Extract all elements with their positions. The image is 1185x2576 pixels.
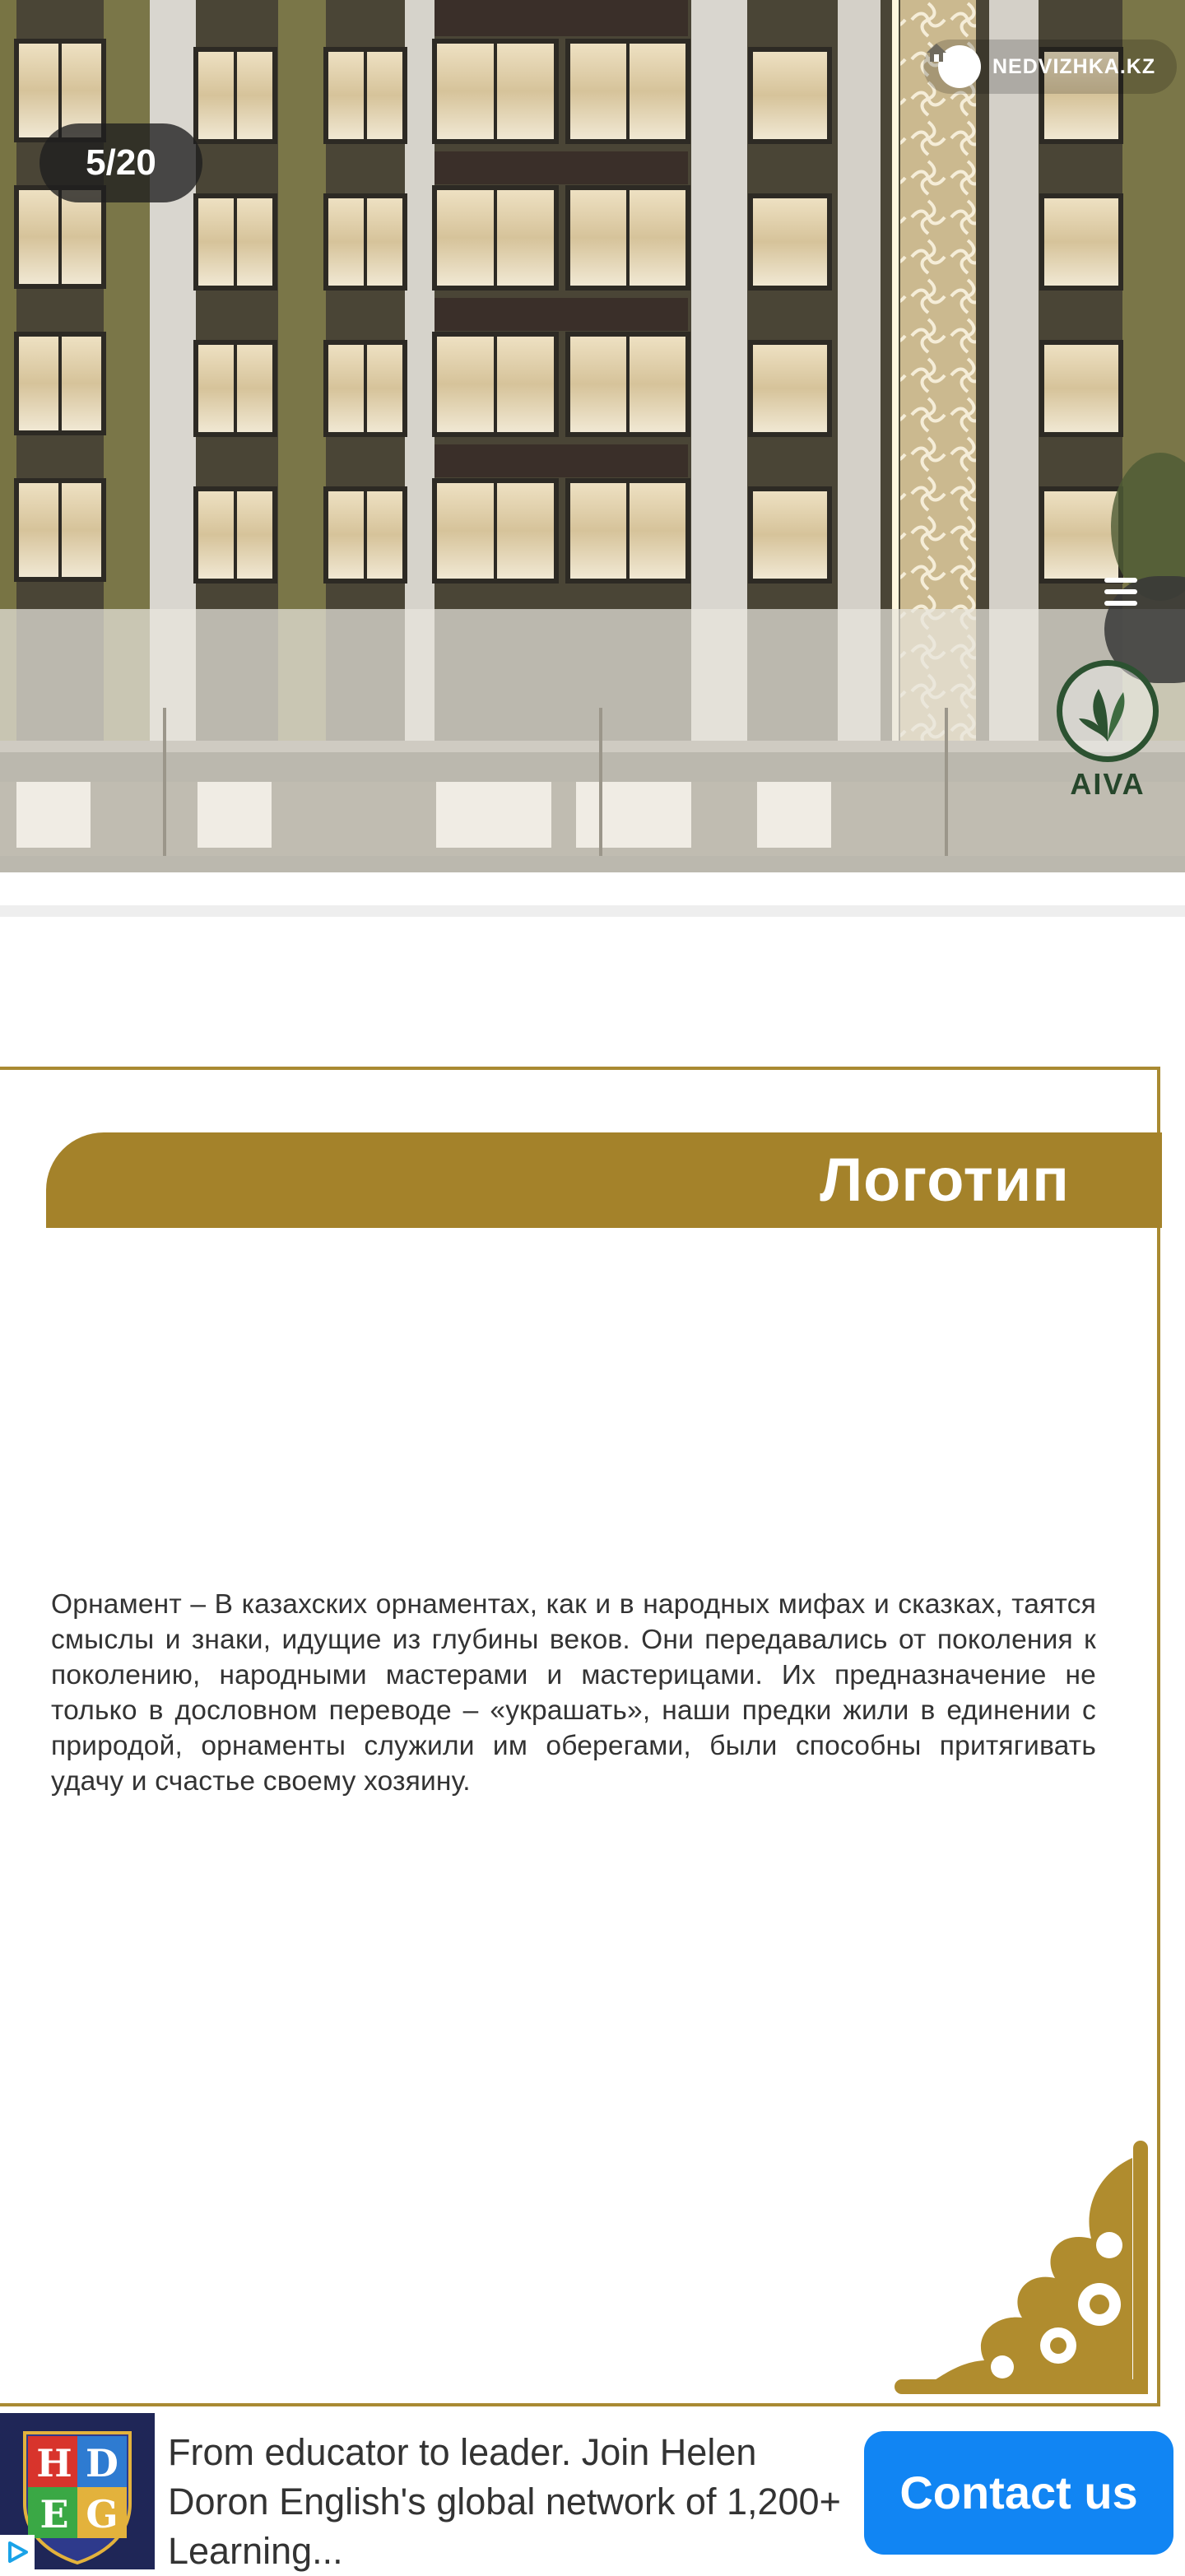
hamburger-menu-icon <box>1104 576 1137 607</box>
section-banner <box>46 1132 1162 1228</box>
aiva-logo-text: AIVA <box>1070 767 1146 801</box>
logo-letter-h: H <box>36 2441 72 2485</box>
banner-title: Логотип <box>820 1146 1070 1214</box>
house-icon <box>938 45 981 88</box>
document-page <box>0 1067 1160 2406</box>
logo-letter-d: D <box>86 2441 118 2485</box>
ad-text[interactable]: From educator to leader. Join Helen Doron English's global network of 1,200+ Learning... <box>168 2431 841 2572</box>
logo-letter-e: E <box>40 2492 69 2536</box>
logo-letter-g: G <box>86 2492 118 2536</box>
nedvizhka-watermark <box>923 40 1177 94</box>
ad-choices-icon[interactable] <box>0 2535 35 2569</box>
photo-counter: 5/20 <box>40 123 202 202</box>
contact-us-button[interactable]: Contact us <box>864 2431 1173 2555</box>
corner-ornament-icon <box>894 2140 1149 2395</box>
aiva-leaf-logo <box>1057 660 1159 762</box>
photo-gallery[interactable] <box>0 0 1185 872</box>
ornament-description: Орнамент – В казахских орнаментах, как и в народных мифах и сказках, таятся смыслы и знаки, идущие из глубины веков. Они передавались от поколения к поколению, народными мастерами и мастерицами. Их предназначение не только в дословном переводе – «украшать», наши предки жили в единении с природой, орнаменты служили им оберегами, были способны притягивать удачу и счастье своему хозяину. <box>51 1589 1096 1797</box>
section-divider <box>0 905 1185 917</box>
watermark-text: NEDVIZHKA.KZ <box>992 54 1156 78</box>
aiva-logo <box>1050 660 1165 802</box>
ad-banner[interactable] <box>0 2413 1185 2572</box>
